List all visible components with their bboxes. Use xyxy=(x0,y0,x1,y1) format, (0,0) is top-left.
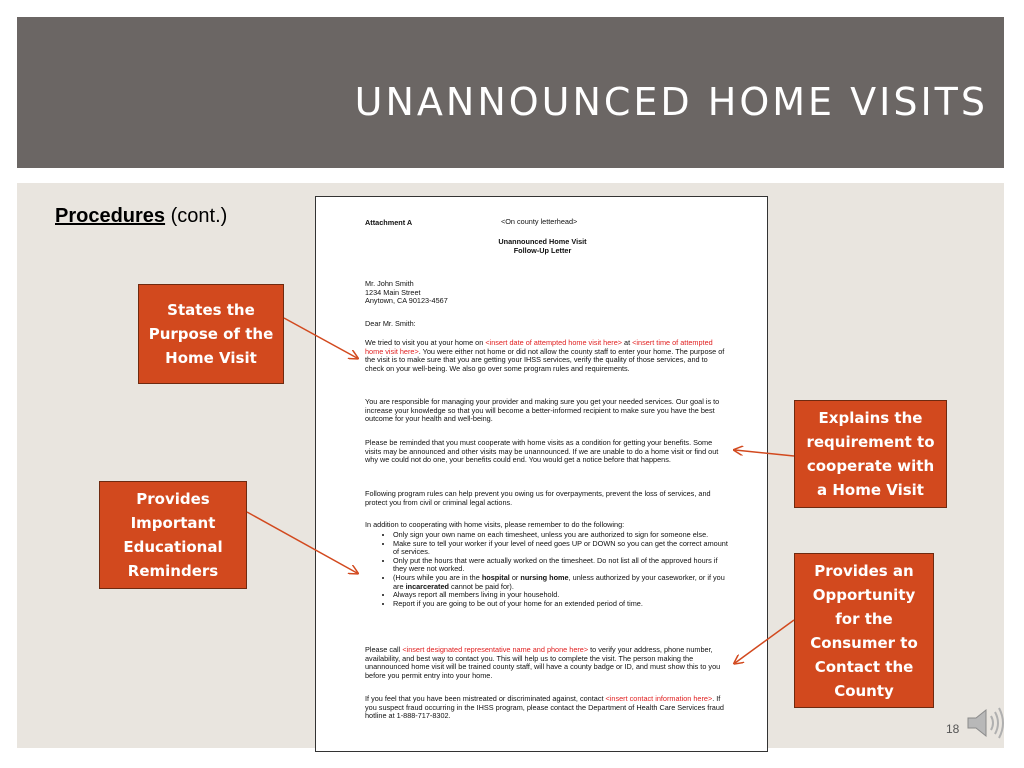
letter-address xyxy=(365,280,448,306)
letter-bullet-list xyxy=(379,531,733,608)
callout-reminders: Provides Important Educational Reminders xyxy=(99,481,247,589)
letter-image xyxy=(315,196,768,752)
callout-contact: Provides an Opportunity for the Consumer to Contact the County xyxy=(794,553,934,708)
letter-attachment: Attachment A xyxy=(365,218,413,227)
letter-salutation: Dear Mr. Smith: xyxy=(365,319,416,328)
letter-letterhead: <On county letterhead> xyxy=(501,217,578,226)
address-line2: 1234 Main Street xyxy=(365,287,421,297)
address-line3: Anytown, CA 90123-4567 xyxy=(365,296,448,306)
procedures-rest: (cont.) xyxy=(165,205,228,227)
procedures-heading xyxy=(55,205,227,228)
callout-purpose: States the Purpose of the Home Visit xyxy=(138,284,284,384)
letter-paragraph-1: We tried to visit you at your home on <insert date of attempted home visit here> at <insert time of attempted home visit here>. You were either not home or did not allow the county staff to enter your home. The purpose of the visit is to make sure that you are getting your IHSS services, verify the quality of those services, and to check on your well-being. We also go over some program rules and requirements. xyxy=(365,338,725,373)
speaker-icon[interactable] xyxy=(958,698,1008,748)
letter-paragraph-3: Please be reminded that you must cooperate with home visits as a condition for getting your benefits. Some visits may be announced and other visits may be unannounced. If we are unable to do a home visit or find out why we could not do one, your benefits could end. You would get a notice before that happens. xyxy=(365,438,719,465)
page-number: 18 xyxy=(946,722,960,736)
list-item: • Make sure to tell your worker if your level of need goes UP or DOWN so you can get the correct amount of services. xyxy=(393,540,733,557)
letter-paragraph-4: Following program rules can help prevent you owing us for overpayments, prevent the loss of services, and protect you from civil or criminal legal actions. xyxy=(365,489,711,507)
list-item: • Only put the hours that were actually worked on the timesheet. Do not list all of the approved hours if they were not worked. xyxy=(393,557,733,574)
letter-paragraph-2: You are responsible for managing your provider and making sure you get your needed services. Our goal is to increase your knowledge so that you will become a better-informed recipient to make sure you have the best outcome for your health and well-being. xyxy=(365,397,720,424)
letter-paragraph-5: In addition to cooperating with home visits, please remember to do the following: xyxy=(365,520,625,529)
list-item: • Only sign your own name on each timesheet, unless you are authorized to sign for someone else. xyxy=(393,531,733,540)
slide-title: UNANNOUNCED HOME VISITS xyxy=(354,80,988,124)
letter-heading-line1: Unannounced Home Visit xyxy=(498,237,587,246)
letter-heading-line2: Follow-Up Letter xyxy=(513,245,572,255)
list-item: • Report if you are going to be out of your home for an extended period of time. xyxy=(393,600,733,609)
address-line1: Mr. John Smith xyxy=(365,279,414,288)
list-item: • (Hours while you are in the hospital or nursing home, unless authorized by your caseworker, or if you are incarcerated cannot be paid for). xyxy=(393,574,733,591)
list-item: • Always report all members living in your household. xyxy=(393,591,733,600)
letter-heading xyxy=(316,238,769,255)
callout-cooperate: Explains the requirement to cooperate with a Home Visit xyxy=(794,400,947,508)
letter-paragraph-7: If you feel that you have been mistreated or discriminated against, contact <insert contact information here>. If you suspect fraud occurring in the IHSS program, please contact the Department of Health Care Services fraud hotline at 1-888-717-8302. xyxy=(365,694,724,721)
letter-paragraph-6: Please call <insert designated representative name and phone here> to verify your address, phone number, availability, and best way to contact you. This will help us to complete the visit. The person making the unannounced home visit will be trained county staff, will have a county badge or ID, and must show this to you before you permit entry into your home. xyxy=(365,645,721,680)
procedures-bold: Procedures xyxy=(55,205,166,227)
